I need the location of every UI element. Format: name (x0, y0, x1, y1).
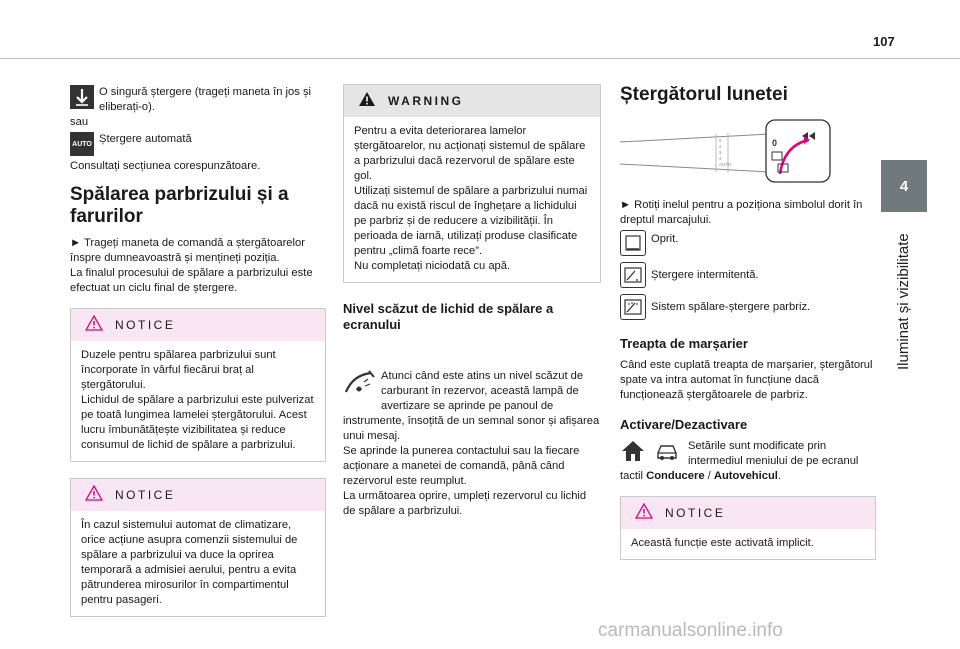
notice-text-2: În cazul sistemului automat de climatizare, orice acțiune asupra comenzii sistemului de spălare a parbrizului va duce la oprirea temporară a admisiei aerului, pentru a evita pătrunderea mirosurilor în compartimentul pentru pasageri. (81, 519, 298, 606)
chapter-tab[interactable]: 4 (881, 160, 927, 212)
home-icon (620, 439, 646, 468)
wiper-stalk-illustration (620, 116, 840, 188)
stalk-ring-marks (719, 138, 732, 167)
chapter-title-vertical (893, 220, 915, 370)
rear-wiper-off-icon (620, 230, 646, 256)
notice-header-2 (71, 479, 325, 511)
notice-header-3 (621, 497, 875, 529)
stalk-mark: AUTO (719, 162, 732, 167)
stalk-mark: 2 (719, 144, 722, 149)
warning-box (343, 84, 601, 283)
single-wipe-row (70, 85, 326, 115)
mode-intermittent-label: Ștergere intermitentă. (651, 269, 759, 281)
warning-header (344, 85, 600, 117)
svg-text:0: 0 (772, 138, 778, 148)
warning-label: WARNING (388, 93, 464, 108)
washer-text: ► Trageți maneta de comandă a ștergătoarelor înspre dumneavoastră și mențineți poziția. La finalul procesului de spălare a parbrizului este efectuat un ciclu final de ștergere. (70, 237, 313, 294)
arrow-down-icon (70, 85, 94, 109)
rear-wiper-wash-icon (620, 294, 646, 320)
reverse-heading: Treapta de marșarier (620, 336, 748, 351)
notice-label-1: NOTICE (115, 317, 176, 332)
mode-wash-label: Sistem spălare-ștergere parbriz. (651, 301, 811, 313)
activation-heading: Activare/Dezactivare (620, 417, 748, 432)
rear-wiper-intermittent-icon (620, 262, 646, 288)
low-level-heading: Nivel scăzut de lichid de spălare a ecranului (343, 301, 554, 332)
notice-box-2 (70, 478, 326, 617)
warning-text: Pentru a evita deteriorarea lamelor ștergătoarelor, nu acționați sistemul de spălare a parbrizului dacă rezervorul de spălare este gol. Utilizați sistemul de spălare a parbrizului numai dacă nu există riscul de înghețare a lichidului pe parbriz și de reducere a vizibilității. În perioada de iarnă, utilizați produse clasificate pentru „climă foarte rece”. Nu completați niciodată cu apă. (354, 125, 588, 272)
column-left (70, 85, 326, 617)
auto-wipe-text: Ștergere automată (99, 133, 192, 145)
column-middle (343, 84, 601, 519)
activation-block (620, 439, 876, 484)
stalk-mark: 4 (719, 156, 722, 161)
mode-wash-row (620, 294, 876, 320)
activation-end: . (777, 470, 782, 482)
notice-box-3 (620, 496, 876, 560)
notice-text-3: Această funcție este activată implicit. (631, 537, 814, 549)
activation-separator: / (704, 470, 714, 482)
stalk-mark: 3 (719, 150, 722, 155)
notice-warning-icon (635, 503, 653, 523)
notice-text-1: Duzele pentru spălarea parbrizului sunt încorporate în vârful fiecărui braț al ștergătorului. Lichidul de spălare a parbrizului este pulverizat pe toată lungimea lamelei ștergătorului. Acest lucru îmbunătățește vizibilitatea și reduce consumul de lichid de spălare a parbrizului. (81, 349, 314, 451)
washer-fluid-warning-icon (343, 354, 377, 400)
activation-menu-driving: Conducere (646, 470, 705, 482)
low-level-text-block (343, 339, 601, 519)
mode-intermittent-row (620, 262, 876, 288)
single-wipe-text: O singură ștergere (trageți maneta în jos și eliberați-o). (99, 86, 312, 113)
washer-heading: Spălarea parbrizului și a farurilor (70, 184, 289, 227)
reverse-text: Când este cuplată treapta de marșarier, ștergătorul spate va intra automat în funcțiune dacă funcționează ștergătoarele de parbriz. (620, 359, 873, 401)
activation-menu-vehicle: Autovehicul (713, 470, 778, 482)
page-number: 107 (873, 34, 895, 49)
low-level-text: Atunci când este atins un nivel scăzut de carburant în rezervor, această lampă de avertizare se aprinde pe panoul de instrumente, însoțită de un semnal sonor și afișarea unui mesaj. Se aprinde la punerea contactului sau la fiecare acționare a manetei de comandă, până când rezervorul este reumplut. La următoarea oprire, umpleți rezervorul cu lichid de spălare a parbrizului. (343, 370, 600, 517)
consult-text: Consultați secțiunea corespunzătoare. (70, 160, 261, 172)
notice-warning-icon (85, 485, 103, 505)
rear-wiper-heading: Ștergătorul lunetei (620, 84, 788, 105)
chapter-title: Iluminat și vizibilitate (895, 233, 912, 370)
stalk-mark: 0 (719, 138, 722, 143)
notice-warning-icon (85, 315, 103, 335)
notice-header-1 (71, 309, 325, 341)
watermark: carmanualsonline.info (598, 620, 783, 641)
notice-label-3: NOTICE (665, 505, 726, 520)
or-text: sau (70, 116, 89, 128)
mode-off-row (620, 230, 876, 256)
column-right (620, 84, 876, 560)
auto-wipe-row (70, 132, 326, 156)
activation-icons (620, 439, 680, 468)
rotate-ring-text: ► Rotiți inelul pentru a poziționa simbolul dorit în dreptul marcajului. (620, 199, 863, 226)
header-rule (0, 58, 960, 59)
car-settings-icon (654, 439, 680, 468)
warning-triangle-icon (358, 91, 376, 111)
activation-text: Setările sunt modificate prin intermediul meniului de pe ecranul tactil (620, 440, 859, 482)
auto-wipe-icon: AUTO (70, 132, 94, 156)
mode-off-label: Oprit. (651, 233, 679, 245)
notice-label-2: NOTICE (115, 487, 176, 502)
notice-box-1 (70, 308, 326, 462)
